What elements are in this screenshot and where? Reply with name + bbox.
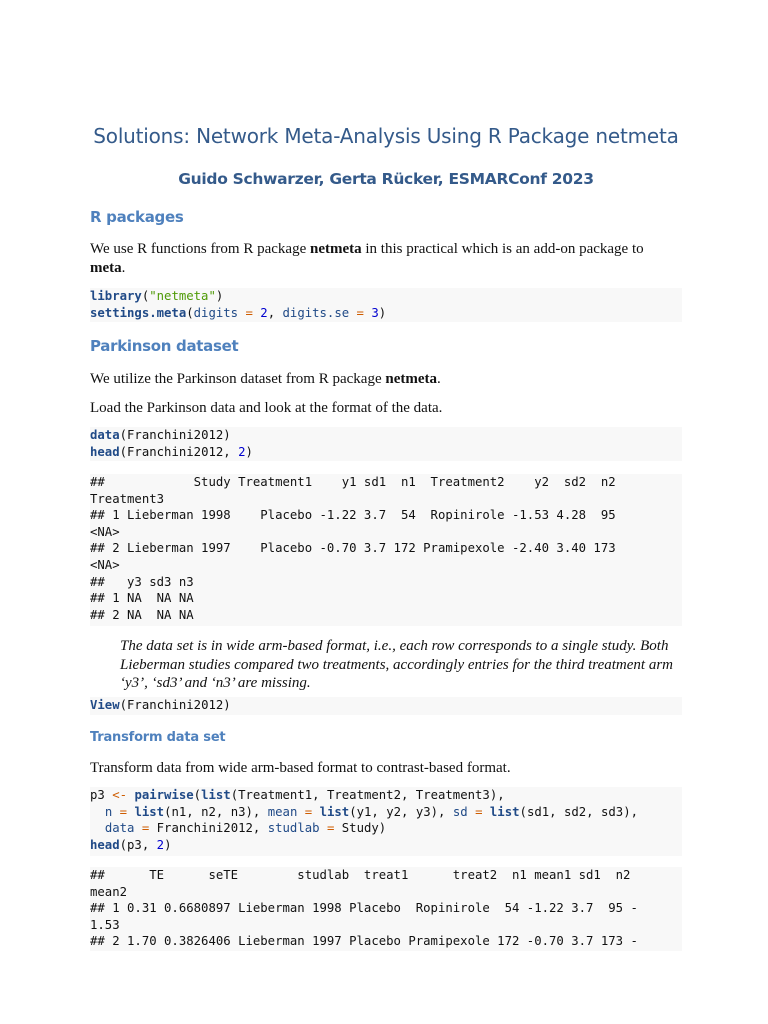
parkinson-load-text: Load the Parkinson data and look at the format of the data. (90, 400, 443, 416)
output-line: ## 2 NA NA NA (90, 607, 194, 622)
output-line: ## Study Treatment1 y1 sd1 n1 Treatment2 y2 sd2 n2 (90, 475, 616, 489)
document-title: Solutions: Network Meta-Analysis Using R Package netmeta (93, 124, 679, 148)
output-line: ## 1 0.31 0.6680897 Lieberman 1998 Placebo Ropinirole 54 -1.22 3.7 95 - (90, 901, 638, 916)
code-block-data: data(Franchini2012) head(Franchini2012, 2) (90, 427, 682, 461)
code-block-pairwise: p3 <- pairwise(list(Treatment1, Treatment2, Treatment3), n = list(n1, n2, n3), mean = list(y1, y2, y3), sd = list(sd1, sd2, sd3), data = Franchini2012, studlab = Study) head(p3, 2) (90, 787, 682, 856)
section-heading-parkinson: Parkinson dataset (90, 337, 239, 355)
output-line: Treatment3 (90, 491, 165, 506)
output-line: ## 2 1.70 0.3826406 Lieberman 1997 Placebo Pramipexole 172 -0.70 3.7 173 - (90, 934, 638, 949)
output-line: 1.53 (90, 917, 120, 932)
output-line: <NA> (90, 524, 120, 539)
section-heading-r-packages: R packages (90, 208, 184, 226)
parkinson-intro: We utilize the Parkinson dataset from R package netmeta. (90, 371, 441, 387)
output-block-parkinson (90, 474, 682, 626)
r-packages-intro: We use R functions from R package netmeta in this practical which is an add-on package to meta. (90, 241, 644, 276)
section-heading-transform: Transform data set (90, 730, 226, 745)
output-line: ## 2 Lieberman 1997 Placebo -0.70 3.7 172 Pramipexole -2.40 3.40 173 (90, 541, 616, 556)
code-block-view: View(Franchini2012) (90, 697, 682, 715)
output-block-transform (90, 867, 682, 951)
output-line: mean2 (90, 884, 128, 899)
transform-intro: Transform data from wide arm-based format to contrast-based format. (90, 760, 511, 776)
output-line: <NA> (90, 557, 120, 572)
document-authors: Guido Schwarzer, Gerta Rücker, ESMARConf 2023 (178, 170, 594, 188)
parkinson-note: The data set is in wide arm-based format, i.e., each row corresponds to a single study. Both Lieberman studies compared two treatments, accordingly entries for the third treatment arm ‘y3’, ‘sd3’ and ‘n3’ are missing. (120, 638, 673, 691)
output-line: ## y3 sd3 n3 (90, 574, 194, 589)
code-block-library: library("netmeta") settings.meta(digits = 2, digits.se = 3) (90, 288, 682, 322)
output-line: ## 1 NA NA NA (90, 591, 194, 606)
output-line: ## TE seTE studlab treat1 treat2 n1 mean1 sd1 n2 (90, 868, 631, 882)
output-line: ## 1 Lieberman 1998 Placebo -1.22 3.7 54 Ropinirole -1.53 4.28 95 (90, 508, 616, 523)
